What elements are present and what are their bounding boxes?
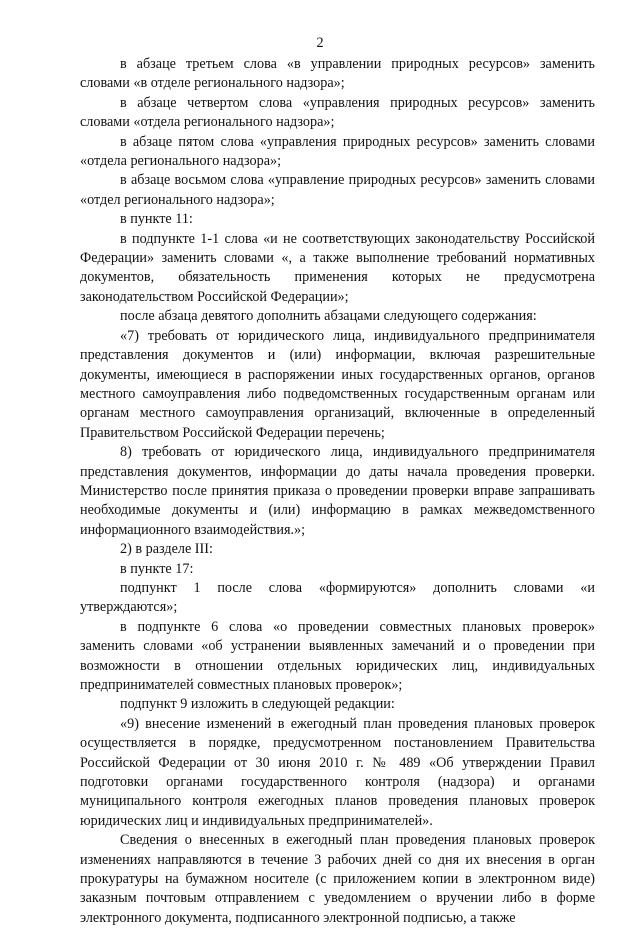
paragraph: Сведения о внесенных в ежегодный план проведения плановых проверок изменениях направляются в течение 3 рабочих дней со дня их внесения в орган прокуратуры на бумажном носителе (с приложением копии в электронном виде) заказным почтовым отправлением с уведомлением о вручении либо в форме электронного документа, подписанного электронной подписью, а также [80, 832, 595, 926]
paragraph: в абзаце четвертом слова «управления природных ресурсов» заменить словами «отдела регионального надзора»; [80, 94, 595, 131]
paragraph: в абзаце пятом слова «управления природных ресурсов» заменить словами «отдела регионального надзора»; [80, 133, 595, 170]
paragraph: «9) внесение изменений в ежегодный план проведения плановых проверок осуществляется в порядке, предусмотренном постановлением Правительства Российской Федерации от 30 июня 2010 г. № 489 «Об утверждении Правил подготовки органами государственного контроля (надзора) и органами муниципального контроля ежегодных планов проведения плановых проверок юридических лиц и индивидуальных предпринимателей». [80, 715, 595, 829]
page-number: 2 [316, 35, 324, 51]
paragraph: «7) требовать от юридического лица, индивидуального предпринимателя представления документов и (или) информации, включая разрешительные документы, имеющиеся в распоряжении иных государственных органов, органов местного самоуправления либо подведомственных государственным органам или органам местного самоуправления организаций, включенные в определенный Правительством Российской Федерации перечень; [80, 327, 595, 441]
document-body [80, 55, 595, 928]
paragraph: в пункте 11: [120, 211, 193, 228]
paragraph: 2) в разделе III: [120, 541, 213, 558]
paragraph: подпункт 1 после слова «формируются» дополнить словами «и утверждаются»; [80, 579, 595, 616]
paragraph: в подпункте 6 слова «о проведении совместных плановых проверок» заменить словами «об устранении выявленных замечаний и о проведении при возможности в отношении отдельных юридических лиц, индивидуальных предпринимателей совместных плановых проверок»; [80, 618, 595, 693]
paragraph: после абзаца девятого дополнить абзацами следующего содержания: [120, 308, 537, 325]
paragraph: 8) требовать от юридического лица, индивидуального предпринимателя представления документов, информации до даты начала проведения проверки. Министерство после принятия приказа о проведении проверки вправе запрашивать необходимые документы и (или) информацию в рамках межведомственного информационного взаимодействия.»; [80, 444, 595, 538]
paragraph: в абзаце третьем слова «в управлении природных ресурсов» заменить словами «в отделе регионального надзора»; [80, 56, 595, 92]
paragraph: в пункте 17: [120, 560, 194, 577]
paragraph: в подпункте 1-1 слова «и не соответствующих законодательству Российской Федерации» заменить словами «, а также выполнение требований нормативных документов, обязательность применения которых не предусмотрена законодательством Российской Федерации»; [80, 230, 595, 305]
paragraph: в абзаце восьмом слова «управление природных ресурсов» заменить словами «отдел регионального надзора»; [80, 172, 595, 208]
paragraph: подпункт 9 изложить в следующей редакции: [120, 696, 395, 713]
